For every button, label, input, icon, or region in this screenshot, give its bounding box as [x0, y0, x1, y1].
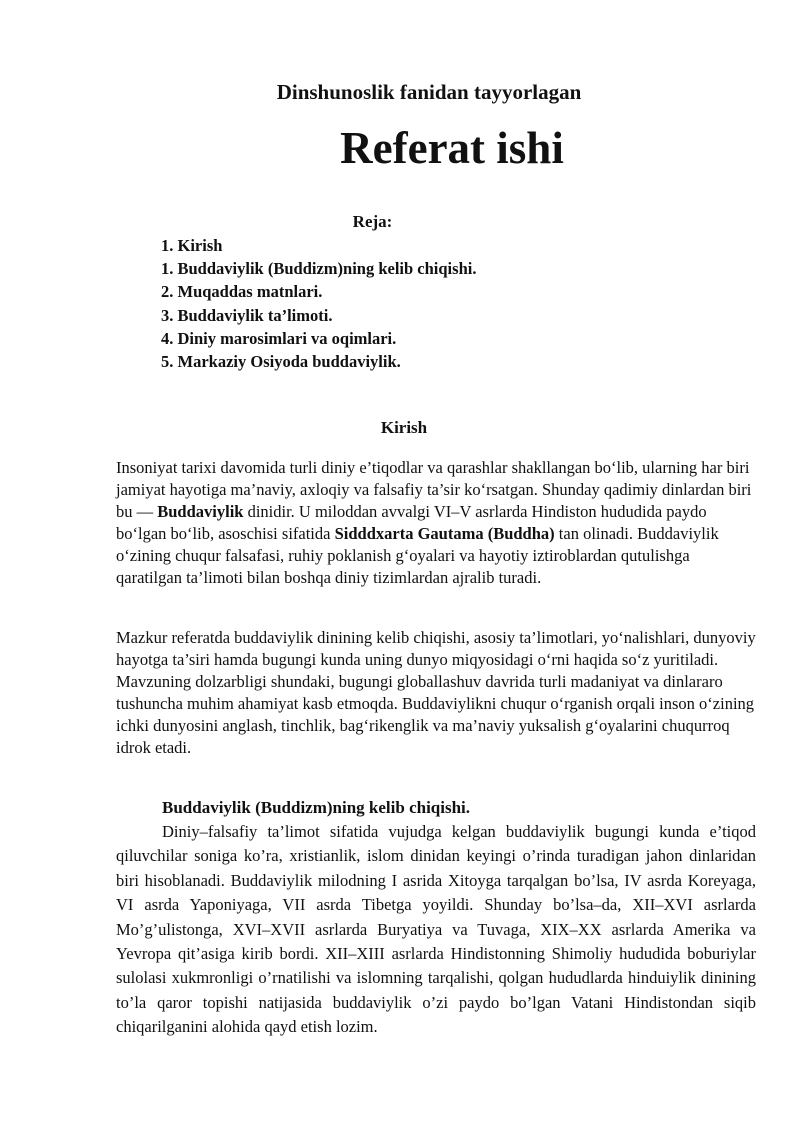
plan-item: 5. Markaziy Osiyoda buddaviylik. [161, 352, 401, 372]
document-title: Referat ishi [340, 123, 564, 173]
plan-list [161, 234, 476, 373]
section-paragraph-1: Diniy–falsafiy ta’limot sifatida vujudga kelgan buddaviylik bugungi kunda e’tiqod qiluvchilar soniga ko’ra, xristianlik, islom dinidan keyingi o’rinda turadigan jahon dinlaridan biri hisoblanadi. Buddaviylik milodning I asrida Xitoyga tarqalgan bo’lsa, IV asrda Koreyaga, VI asrda Yaponiyaga, VII asrda Tibetga yoyildi. Shunday bo’lsa–da, XII–XVI asrlarda Mo’g’ulistonga, XVI–XVII asrlarda Buryatiya va Tuvaga, XIX–XX asrlarda Amerika va Yevropa qit’asiga kirib bordi. XII–XIII asrlarda Hindistonning Shimoliy hududida boburiylar sulolasi xukmronligi o’rnatilishi va islomning tarqalishi, qolgan hududlarda hinduiylik dinining to’la qaror topishi natijasida buddaviylik o’zi paydo bo’lgan Vatani Hindistondan siqib chiqarilganini alohida qayd etish lozim. [116, 822, 756, 1037]
intro-p1-text-a: Insoniyat tarixi davomida turli diniy e’tiqodlar va qarashlar shakllangan bo‘lib, ularning har biri jamiyat hayotiga ma’naviy, axloqiy va falsafiy ta’sir ko‘rsatgan. Shunday qadimiy dinlardan biri bu — [116, 458, 752, 521]
plan-item: 2. Muqaddas matnlari. [161, 282, 323, 302]
plan-item: 1. Buddaviylik (Buddizm)ning kelib chiqishi. [161, 259, 477, 279]
intro-heading: Kirish [380, 418, 428, 437]
plan-heading: Reja: [352, 212, 393, 231]
plan-item: 3. Buddaviylik ta’limoti. [161, 305, 333, 325]
intro-p1-text-c: tan olinadi. Buddaviylik o‘zining chuqur falsafasi, ruhiy poklanish g‘oyalari va hayotiy iztiroblardan qutulishga qaratilgan ta’limoti bilan boshqa diniy tizimlardan ajralib turadi. [116, 524, 719, 587]
document-subtitle: Dinshunoslik fanidan tayyorlagan [276, 80, 582, 104]
plan-item: 4. Diniy marosimlari va oqimlari. [161, 328, 397, 348]
plan-item: 1. Kirish [161, 236, 223, 255]
section-heading: Buddaviylik (Buddizm)ning kelib chiqishi. [162, 798, 471, 817]
intro-paragraph-2: Mazkur referatda buddaviylik dinining kelib chiqishi, asosiy ta’limotlari, yo‘nalishlari, dunyoviy hayotga ta’siri hamda bugungi kunda uning dunyo miqyosidagi o‘rni haqida so‘z yuritiladi. Mavzuning dolzarbligi shundaki, bugungi globallashuv davrida turli madaniyat va dinlararo tushuncha muhim ahamiyat kasb etmoqda. Buddaviylikni chuqur o‘rganish orqali inson o‘zining ichki dunyosini anglash, tinchlik, bag‘rikenglik va ma’naviy yuksalish g‘oyalarini chuqurroq idrok etadi. [116, 628, 756, 757]
intro-p1-text-b: dinidir. U miloddan avvalgi VI–V asrlarda Hindiston hududida paydo bo‘lgan bo‘lib, asoschisi sifatida [116, 502, 707, 543]
intro-paragraph-1 [116, 457, 756, 589]
intro-p1-bold-buddaviylik: Buddaviylik [157, 502, 244, 521]
intro-p1-bold-founder: Sidddxarta Gautama (Buddha) [334, 524, 555, 543]
